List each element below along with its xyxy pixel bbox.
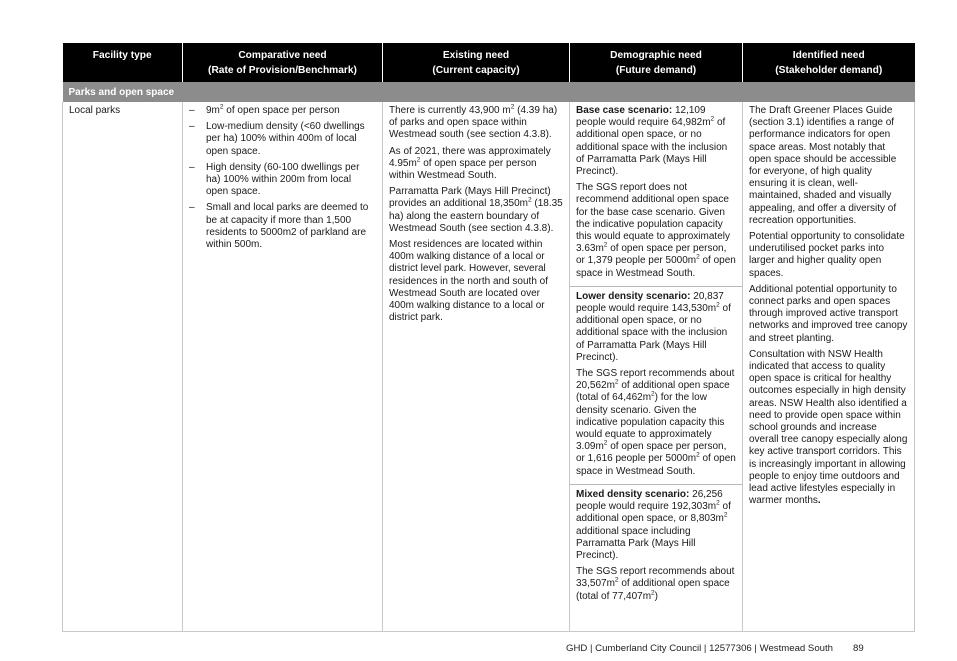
identified-paragraph: The Draft Greener Places Guide (section 3.1) identifies a range of performance indicators for open space areas. Most notably that open space should be accessible for everyone, of high quality ensuring it is clean, well-maintained, shaded and visually appealing, and offer a diversity of recreation opportunities.	[749, 105, 897, 226]
facility-needs-table	[62, 43, 915, 632]
existing-paragraph: Parramatta Park (Mays Hill Precinct) provides an additional $18,350m^2$ (18.35 ha) along the eastern boundary of Westmead South (see section 4.3.8).	[389, 186, 563, 234]
list-item: – $9m^2$ of open space per person	[189, 103, 340, 116]
identified-paragraph: Additional potential opportunity to connect parks and open spaces through improved active transport networks and improved tree canopy and street planting.	[749, 283, 908, 344]
list-item: – High density (60-100 dwellings per ha) 100% within 200m from local open space.	[189, 161, 360, 198]
header-row	[63, 43, 915, 82]
identified-paragraph: Potential opportunity to consolidate underutilised pocket parks into larger and higher quality open spaces.	[749, 231, 905, 279]
scenario-title: Lower density scenario:	[576, 290, 691, 302]
header-identified-need: Identified need (Stakeholder demand)	[743, 43, 915, 82]
header-comparative-need: Comparative need (Rate of Provision/Benchmark)	[183, 43, 383, 82]
existing-paragraph: There is currently 43,900 $m^2$ (4.39 ha) of parks and open space within Westmead south (see section 4.3.8).	[389, 103, 558, 141]
section-row	[63, 82, 915, 102]
header-demographic-need: Demographic need (Future demand)	[570, 43, 743, 82]
page-footer	[566, 643, 864, 654]
list-item: – Low-medium density (<60 dwellings per ha) 100% within 400m of local open space.	[189, 121, 365, 157]
existing-paragraph: Most residences are located within 400m walking distance of a local or district level park. However, several residences in the north and south of Westmead South are located over 400m walking distance to a local or district park.	[389, 239, 548, 324]
scenario-title: Base case scenario:	[576, 105, 673, 116]
demographic-need-cell	[570, 102, 743, 632]
mixed-density-block: Mixed density scenario: 26,256 people would require $192,303m^2$ of additional open space, or $8,803m^2$ additional space including Parramatta Park (Mays Hill Precinct). The SGS report recommends about $33,507m^2$ of additional open space (total of $77,407m^2$)	[576, 488, 735, 602]
scenario-title: Mixed density scenario:	[576, 488, 690, 500]
base-case-block: Base case scenario: 12,109 people would require $64,982m^2$ of additional open space, or no additional space with the inclusion of Parramatta Park (Mays Hill Precinct). The SGS report does not recommend additional open space for the base case scenario. Given the indicative population capacity this would equate to approximately $3.63m^2$ of open space per person, or 1,379 people per $5000m^2$ of open space in Westmead South.	[570, 105, 742, 287]
facility-type: Local parks	[69, 105, 121, 116]
facility-type-cell	[63, 102, 183, 632]
header-existing-need: Existing need (Current capacity)	[383, 43, 570, 82]
lower-density-block: Lower density scenario: 20,837 people would require $143,530m^2$ of additional open space, or no additional space with the inclusion of Parramatta Park (Mays Hill Precinct). The SGS report recommends about $20,562m^2$ of additional open space (total of $64,462m^2$) for the low density scenario. Given the indicative population capacity this would equate to approximately $3.09m^2$ of open space per person, or 1,616 people per $5000m^2$ of open space in Westmead South.	[570, 291, 742, 485]
header-facility-type: Facility type	[63, 43, 183, 82]
benchmark-list	[189, 105, 376, 251]
existing-need-cell	[383, 102, 570, 632]
identified-paragraph: Consultation with NSW Health indicated that access to quality open space is critical for healthy outcomes especially in high density areas. NSW Health also identified a need to provide open space within school grounds and increase overall tree canopy especially along key active transport corridors. This is increasingly important in allowing people to enjoy time outdoors and lead active lifestyles especially in warmer months.	[749, 348, 908, 507]
footer-text: GHD | Cumberland City Council | 12577306 | Westmead South	[566, 643, 833, 654]
list-item: – Small and local parks are deemed to be at capacity if more than 1,500 residents to 5000m2 of parkland are within 500m.	[189, 202, 369, 251]
page-number: 89	[853, 643, 864, 654]
section-title: Parks and open space	[63, 82, 915, 102]
identified-need-cell	[743, 102, 915, 632]
existing-paragraph: As of 2021, there was approximately $4.95m^2$ of open space per person within Westmead South.	[389, 145, 551, 182]
table-row	[63, 102, 915, 632]
comparative-need-cell	[183, 102, 383, 632]
